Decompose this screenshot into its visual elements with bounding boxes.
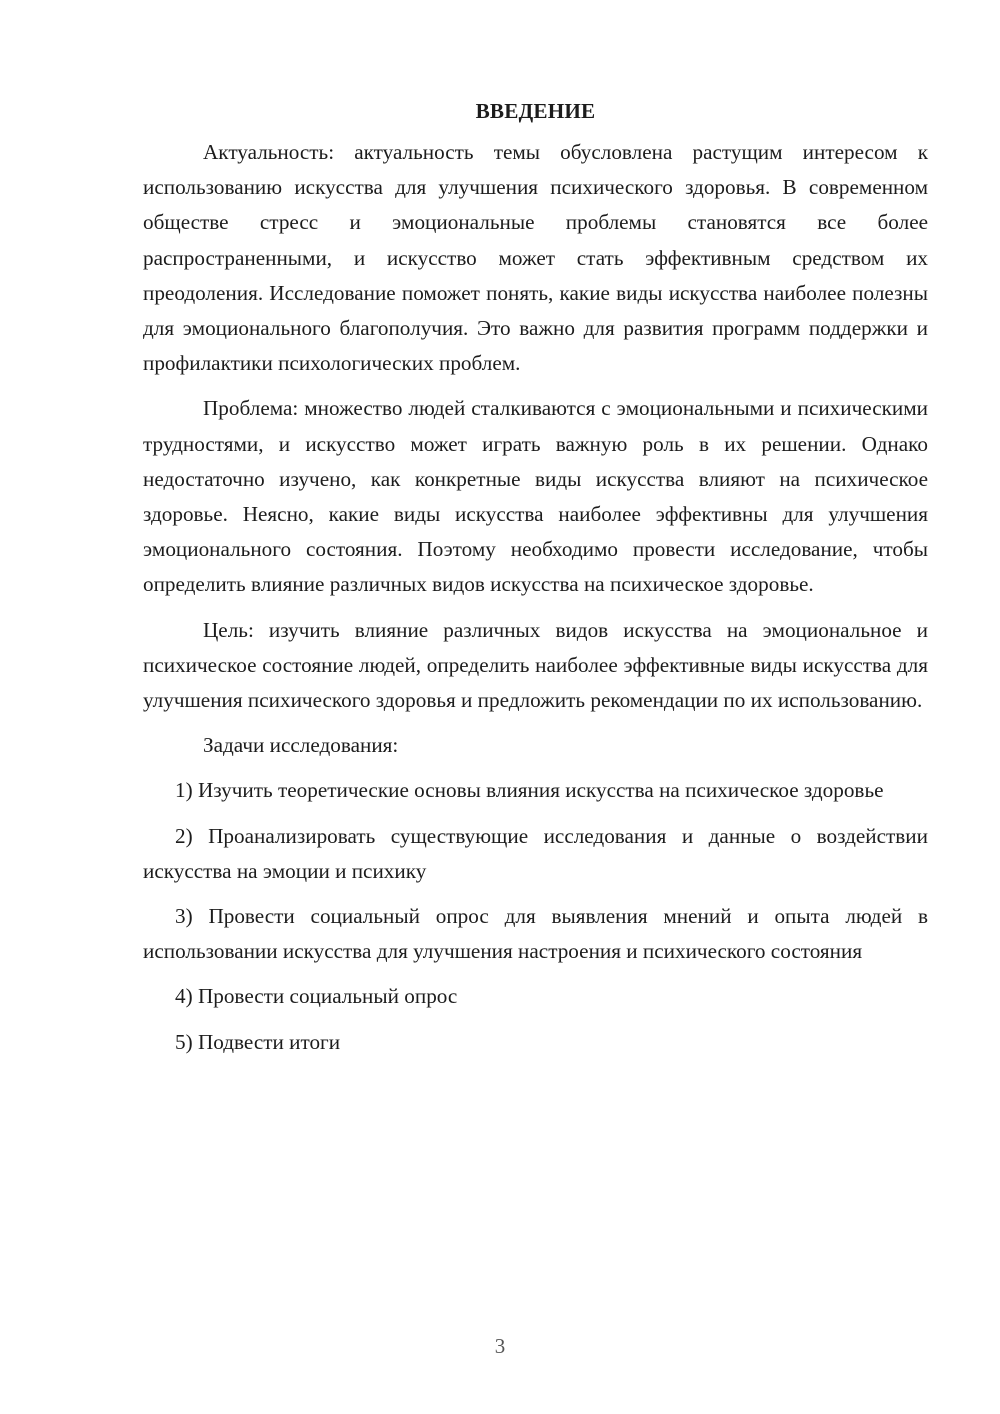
task-item-2: 2) Проанализировать существующие исследования и данные о воздействии искусства на эмоции и психику [143,823,928,883]
goal-paragraph: Цель: изучить влияние различных видов искусства на эмоциональное и психическое состояние людей, определить наиболее эффективные виды искусства для улучшения психического здоровья и предложить рекомендации по их использованию. [143,617,928,713]
relevance-paragraph: Актуальность: актуальность темы обусловлена растущим интересом к использованию искусства для улучшения психического здоровья. В современном обществе стресс и эмоциональные проблемы становятся все более распространенными, и искусство может стать эффективным средством их преодоления. Исследование поможет понять, какие виды искусства наиболее полезны для эмоционального благополучия. Это важно для развития программ поддержки и профилактики психологических проблем. [143,140,928,376]
page-title: ВВЕДЕНИЕ [475,99,596,123]
task-item-5: 5) Подвести итоги [175,1029,341,1054]
page-number: 3 [494,1334,506,1358]
tasks-heading: Задачи исследования: [203,733,399,758]
page-body [143,96,928,1070]
task-item-3: 3) Провести социальный опрос для выявления мнений и опыта людей в использовании искусства для улучшения настроения и психического состояния [143,904,928,964]
problem-paragraph: Проблема: множество людей сталкиваются с эмоциональными и психическими трудностями, и искусство может играть важную роль в их решении. Однако недостаточно изучено, как конкретные виды искусства влияют на психическое здоровье. Неясно, какие виды искусства наиболее эффективны для улучшения эмоционального состояния. Поэтому необходимо провести исследование, чтобы определить влияние различных видов искусства на психическое здоровье. [143,396,928,597]
task-item-4: 4) Провести социальный опрос [175,984,458,1009]
task-item-1: 1) Изучить теоретические основы влияния искусства на психическое здоровье [175,778,884,803]
tasks-list [143,773,928,1059]
